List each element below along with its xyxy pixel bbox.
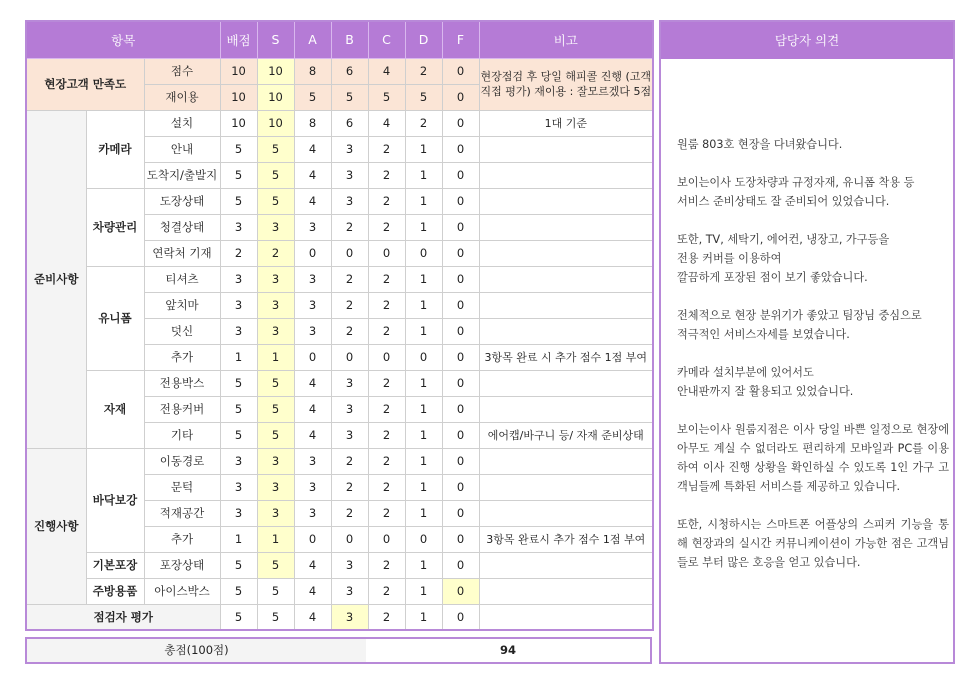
grade-cell: 3 <box>331 552 368 578</box>
grade-cell: 1 <box>257 344 294 370</box>
comment-panel <box>659 20 955 664</box>
item-label: 티셔츠 <box>144 266 220 292</box>
grade-cell: 2 <box>368 136 405 162</box>
grade-cell: 10 <box>257 84 294 110</box>
comment-line: 전체적으로 현장 분위기가 좋았고 팀장님 중심으로 <box>677 309 922 322</box>
item-label: 점수 <box>144 58 220 84</box>
grade-cell: 3 <box>294 474 331 500</box>
grade-cell: 2 <box>368 370 405 396</box>
grade-cell: 2 <box>368 448 405 474</box>
grade-cell: 4 <box>294 396 331 422</box>
grade-cell: 3 <box>294 448 331 474</box>
table-row <box>26 266 653 292</box>
item-label: 앞치마 <box>144 292 220 318</box>
grade-cell: 2 <box>368 266 405 292</box>
grade-cell: 8 <box>294 58 331 84</box>
header-item: 항목 <box>26 21 220 58</box>
grade-cell: 2 <box>331 266 368 292</box>
score-cell: 1 <box>220 344 257 370</box>
header-b: B <box>331 21 368 58</box>
item-label: 덧신 <box>144 318 220 344</box>
score-cell: 5 <box>220 396 257 422</box>
grade-cell: 0 <box>442 422 479 448</box>
grade-cell: 0 <box>442 240 479 266</box>
grade-cell: 3 <box>257 292 294 318</box>
group-label: 자재 <box>86 370 144 448</box>
grade-cell: 5 <box>405 84 442 110</box>
item-label: 아이스박스 <box>144 578 220 604</box>
note-cell <box>479 136 653 162</box>
grade-cell: 0 <box>442 58 479 84</box>
grade-cell: 1 <box>405 292 442 318</box>
note-cell <box>479 188 653 214</box>
grade-cell: 0 <box>442 188 479 214</box>
grade-cell: 0 <box>405 240 442 266</box>
grade-cell: 0 <box>405 344 442 370</box>
item-label: 청결상태 <box>144 214 220 240</box>
comment-paragraph <box>677 135 949 154</box>
grade-cell: 0 <box>442 500 479 526</box>
grade-cell: 0 <box>368 344 405 370</box>
comment-line: 또한, TV, 세탁기, 에어컨, 냉장고, 가구등을 <box>677 233 890 246</box>
grade-cell: 0 <box>442 604 479 630</box>
item-label: 전용박스 <box>144 370 220 396</box>
grade-cell: 4 <box>294 604 331 630</box>
grade-cell: 4 <box>368 110 405 136</box>
grade-cell: 1 <box>405 500 442 526</box>
grade-cell: 3 <box>294 500 331 526</box>
score-cell: 5 <box>220 370 257 396</box>
total-score-bar <box>25 637 652 664</box>
grade-cell: 0 <box>442 162 479 188</box>
grade-cell: 2 <box>405 58 442 84</box>
grade-cell: 2 <box>368 422 405 448</box>
score-cell: 5 <box>220 604 257 630</box>
grade-cell: 0 <box>442 448 479 474</box>
score-cell: 5 <box>220 136 257 162</box>
grade-cell: 2 <box>368 396 405 422</box>
grade-cell: 4 <box>294 188 331 214</box>
grade-cell: 0 <box>442 136 479 162</box>
grade-cell: 1 <box>405 474 442 500</box>
grade-cell: 3 <box>331 422 368 448</box>
grade-cell: 1 <box>405 448 442 474</box>
item-label: 추가 <box>144 526 220 552</box>
grade-cell: 6 <box>331 58 368 84</box>
grade-cell: 1 <box>405 188 442 214</box>
grade-cell: 2 <box>368 292 405 318</box>
grade-cell: 1 <box>405 162 442 188</box>
grade-cell: 4 <box>294 422 331 448</box>
grade-cell: 1 <box>405 266 442 292</box>
grade-cell: 2 <box>368 578 405 604</box>
grade-cell: 5 <box>257 370 294 396</box>
note-cell <box>479 396 653 422</box>
grade-cell: 4 <box>368 58 405 84</box>
comment-line: 원룸 803호 현장을 다녀왔습니다. <box>677 138 843 151</box>
grade-cell: 3 <box>331 396 368 422</box>
grade-cell: 0 <box>331 526 368 552</box>
grade-cell: 2 <box>331 448 368 474</box>
comment-line: 카메라 설치부분에 있어서도 <box>677 366 814 379</box>
item-label: 연락처 기재 <box>144 240 220 266</box>
grade-cell: 3 <box>294 292 331 318</box>
grade-cell: 1 <box>405 578 442 604</box>
grade-cell: 2 <box>405 110 442 136</box>
grade-cell: 0 <box>442 578 479 604</box>
grade-cell: 1 <box>405 422 442 448</box>
grade-cell: 5 <box>294 84 331 110</box>
grade-cell: 5 <box>257 396 294 422</box>
grade-cell: 0 <box>442 396 479 422</box>
grade-cell: 3 <box>257 448 294 474</box>
table-row <box>26 604 653 630</box>
grade-cell: 3 <box>294 214 331 240</box>
comment-line: 안내판까지 잘 활용되고 있었습니다. <box>677 385 854 398</box>
grade-cell: 4 <box>294 162 331 188</box>
grade-cell: 0 <box>442 552 479 578</box>
grade-cell: 1 <box>405 552 442 578</box>
score-cell: 10 <box>220 110 257 136</box>
group-label: 유니폼 <box>86 266 144 370</box>
inspector-label: 점검자 평가 <box>26 604 220 630</box>
item-label: 이동경로 <box>144 448 220 474</box>
grade-cell: 0 <box>442 474 479 500</box>
grade-cell: 0 <box>442 292 479 318</box>
note-cell <box>479 318 653 344</box>
grade-cell: 0 <box>331 344 368 370</box>
category-progress: 진행사항 <box>26 448 86 604</box>
grade-cell: 0 <box>294 526 331 552</box>
comment-line: 깔끔하게 포장된 점이 보기 좋았습니다. <box>677 271 868 284</box>
grade-cell: 3 <box>331 604 368 630</box>
item-label: 기타 <box>144 422 220 448</box>
grade-cell: 2 <box>368 552 405 578</box>
grade-cell: 8 <box>294 110 331 136</box>
score-cell: 5 <box>220 552 257 578</box>
note-cell: 3항목 완료 시 추가 점수 1점 부여 <box>479 344 653 370</box>
grade-cell: 0 <box>368 526 405 552</box>
score-cell: 5 <box>220 188 257 214</box>
grade-cell: 2 <box>368 188 405 214</box>
evaluation-table <box>25 20 654 631</box>
grade-cell: 2 <box>368 474 405 500</box>
grade-cell: 4 <box>294 578 331 604</box>
note-cell <box>479 474 653 500</box>
grade-cell: 1 <box>405 136 442 162</box>
grade-cell: 3 <box>331 162 368 188</box>
grade-cell: 1 <box>405 318 442 344</box>
table-row <box>26 110 653 136</box>
grade-cell: 5 <box>257 188 294 214</box>
note-cell <box>479 292 653 318</box>
note-cell <box>479 370 653 396</box>
item-label: 전용커버 <box>144 396 220 422</box>
score-cell: 3 <box>220 214 257 240</box>
grade-cell: 2 <box>368 500 405 526</box>
grade-cell: 0 <box>442 266 479 292</box>
score-cell: 3 <box>220 474 257 500</box>
item-label: 도장상태 <box>144 188 220 214</box>
grade-cell: 1 <box>257 526 294 552</box>
table-row <box>26 370 653 396</box>
grade-cell: 2 <box>331 318 368 344</box>
note-cell: 3항목 완료시 추가 점수 1점 부여 <box>479 526 653 552</box>
score-cell: 10 <box>220 84 257 110</box>
grade-cell: 1 <box>405 214 442 240</box>
header-f: F <box>442 21 479 58</box>
grade-cell: 1 <box>405 604 442 630</box>
comment-paragraph <box>677 420 949 496</box>
grade-cell: 0 <box>405 526 442 552</box>
group-label: 기본포장 <box>86 552 144 578</box>
category-prep: 준비사항 <box>26 110 86 448</box>
comment-line: 전용 커버를 이용하여 <box>677 252 782 265</box>
note-cell <box>479 500 653 526</box>
score-cell: 3 <box>220 448 257 474</box>
grade-cell: 5 <box>257 136 294 162</box>
grade-cell: 10 <box>257 58 294 84</box>
grade-cell: 2 <box>257 240 294 266</box>
grade-cell: 3 <box>331 188 368 214</box>
grade-cell: 0 <box>368 240 405 266</box>
table-row <box>26 578 653 604</box>
table-row <box>26 552 653 578</box>
comment-paragraph <box>677 306 949 344</box>
grade-cell: 0 <box>442 370 479 396</box>
grade-cell: 0 <box>331 240 368 266</box>
grade-cell: 3 <box>257 318 294 344</box>
score-cell: 5 <box>220 422 257 448</box>
item-label: 적재공간 <box>144 500 220 526</box>
grade-cell: 5 <box>257 604 294 630</box>
header-d: D <box>405 21 442 58</box>
note-cell: 현장점검 후 당일 해피콜 진행 (고객 직접 평가) 재이용 : 잘모르겠다 5점 <box>479 58 653 110</box>
item-label: 포장상태 <box>144 552 220 578</box>
grade-cell: 3 <box>331 578 368 604</box>
comment-line: 또한, 시청하시는 스마트폰 어플상의 스피커 기능을 통해 현장과의 실시간 커뮤니케이션이 가능한 점은 고객님들로 부터 많은 호응을 얻고 있습니다. <box>677 518 949 569</box>
grade-cell: 3 <box>331 370 368 396</box>
group-label: 카메라 <box>86 110 144 188</box>
score-cell: 3 <box>220 266 257 292</box>
grade-cell: 10 <box>257 110 294 136</box>
note-cell <box>479 162 653 188</box>
grade-cell: 2 <box>331 292 368 318</box>
grade-cell: 3 <box>294 266 331 292</box>
note-cell <box>479 604 653 630</box>
total-label: 총점(100점) <box>27 639 366 662</box>
table-header-row <box>26 21 653 58</box>
grade-cell: 0 <box>294 240 331 266</box>
grade-cell: 2 <box>368 604 405 630</box>
comment-paragraph <box>677 363 949 401</box>
grade-cell: 0 <box>294 344 331 370</box>
item-label: 문턱 <box>144 474 220 500</box>
category-satisfaction: 현장고객 만족도 <box>26 58 144 110</box>
total-value: 94 <box>366 639 650 662</box>
table-body <box>26 58 653 630</box>
comment-line: 보이는이사 원룸지점은 이사 당일 바쁜 일정으로 현장에 아무도 계실 수 없더라도 편리하게 모바일과 PC를 이용하여 이사 진행 상황을 확인하실 수 있도록 1인 가구 고객님들께 특화된 서비스를 제공하고 있습니다. <box>677 423 949 493</box>
note-cell <box>479 240 653 266</box>
grade-cell: 2 <box>368 318 405 344</box>
header-note: 비고 <box>479 21 653 58</box>
grade-cell: 3 <box>257 266 294 292</box>
note-cell <box>479 552 653 578</box>
score-cell: 1 <box>220 526 257 552</box>
note-cell: 1대 기준 <box>479 110 653 136</box>
item-label: 안내 <box>144 136 220 162</box>
grade-cell: 0 <box>442 344 479 370</box>
item-label: 재이용 <box>144 84 220 110</box>
grade-cell: 2 <box>368 214 405 240</box>
note-cell <box>479 266 653 292</box>
grade-cell: 0 <box>442 318 479 344</box>
comment-line: 보이는이사 도장차량과 규정자재, 유니폼 착용 등 <box>677 176 915 189</box>
grade-cell: 3 <box>257 214 294 240</box>
table-row <box>26 58 653 84</box>
grade-cell: 0 <box>442 110 479 136</box>
header-s: S <box>257 21 294 58</box>
item-label: 추가 <box>144 344 220 370</box>
score-cell: 3 <box>220 500 257 526</box>
group-label: 차량관리 <box>86 188 144 266</box>
comment-title: 담당자 의견 <box>661 22 953 59</box>
grade-cell: 5 <box>331 84 368 110</box>
evaluation-panel <box>25 20 652 631</box>
grade-cell: 4 <box>294 136 331 162</box>
comment-line: 서비스 준비상태도 잘 준비되어 있었습니다. <box>677 195 890 208</box>
grade-cell: 1 <box>405 396 442 422</box>
group-label: 주방용품 <box>86 578 144 604</box>
grade-cell: 3 <box>294 318 331 344</box>
score-cell: 10 <box>220 58 257 84</box>
header-a: A <box>294 21 331 58</box>
score-cell: 5 <box>220 578 257 604</box>
table-row <box>26 188 653 214</box>
score-cell: 5 <box>220 162 257 188</box>
score-cell: 3 <box>220 318 257 344</box>
note-cell <box>479 448 653 474</box>
grade-cell: 0 <box>442 84 479 110</box>
table-row <box>26 448 653 474</box>
header-c: C <box>368 21 405 58</box>
score-cell: 2 <box>220 240 257 266</box>
item-label: 도착지/출발지 <box>144 162 220 188</box>
grade-cell: 5 <box>368 84 405 110</box>
note-cell <box>479 578 653 604</box>
grade-cell: 6 <box>331 110 368 136</box>
comment-paragraph <box>677 230 949 287</box>
header-score: 배점 <box>220 21 257 58</box>
grade-cell: 5 <box>257 162 294 188</box>
grade-cell: 4 <box>294 552 331 578</box>
grade-cell: 3 <box>257 474 294 500</box>
grade-cell: 0 <box>442 214 479 240</box>
comment-paragraph <box>677 515 949 572</box>
grade-cell: 2 <box>368 162 405 188</box>
score-cell: 3 <box>220 292 257 318</box>
group-label: 바닥보강 <box>86 448 144 552</box>
comment-paragraph <box>677 173 949 211</box>
grade-cell: 5 <box>257 422 294 448</box>
comment-line: 적극적인 서비스자세를 보였습니다. <box>677 328 850 341</box>
note-cell: 에어캡/바구니 등/ 자재 준비상태 <box>479 422 653 448</box>
grade-cell: 4 <box>294 370 331 396</box>
note-cell <box>479 214 653 240</box>
grade-cell: 3 <box>331 136 368 162</box>
grade-cell: 1 <box>405 370 442 396</box>
grade-cell: 5 <box>257 578 294 604</box>
grade-cell: 2 <box>331 214 368 240</box>
grade-cell: 5 <box>257 552 294 578</box>
item-label: 설치 <box>144 110 220 136</box>
grade-cell: 3 <box>257 500 294 526</box>
grade-cell: 2 <box>331 500 368 526</box>
comment-body <box>661 59 953 572</box>
grade-cell: 2 <box>331 474 368 500</box>
grade-cell: 0 <box>442 526 479 552</box>
